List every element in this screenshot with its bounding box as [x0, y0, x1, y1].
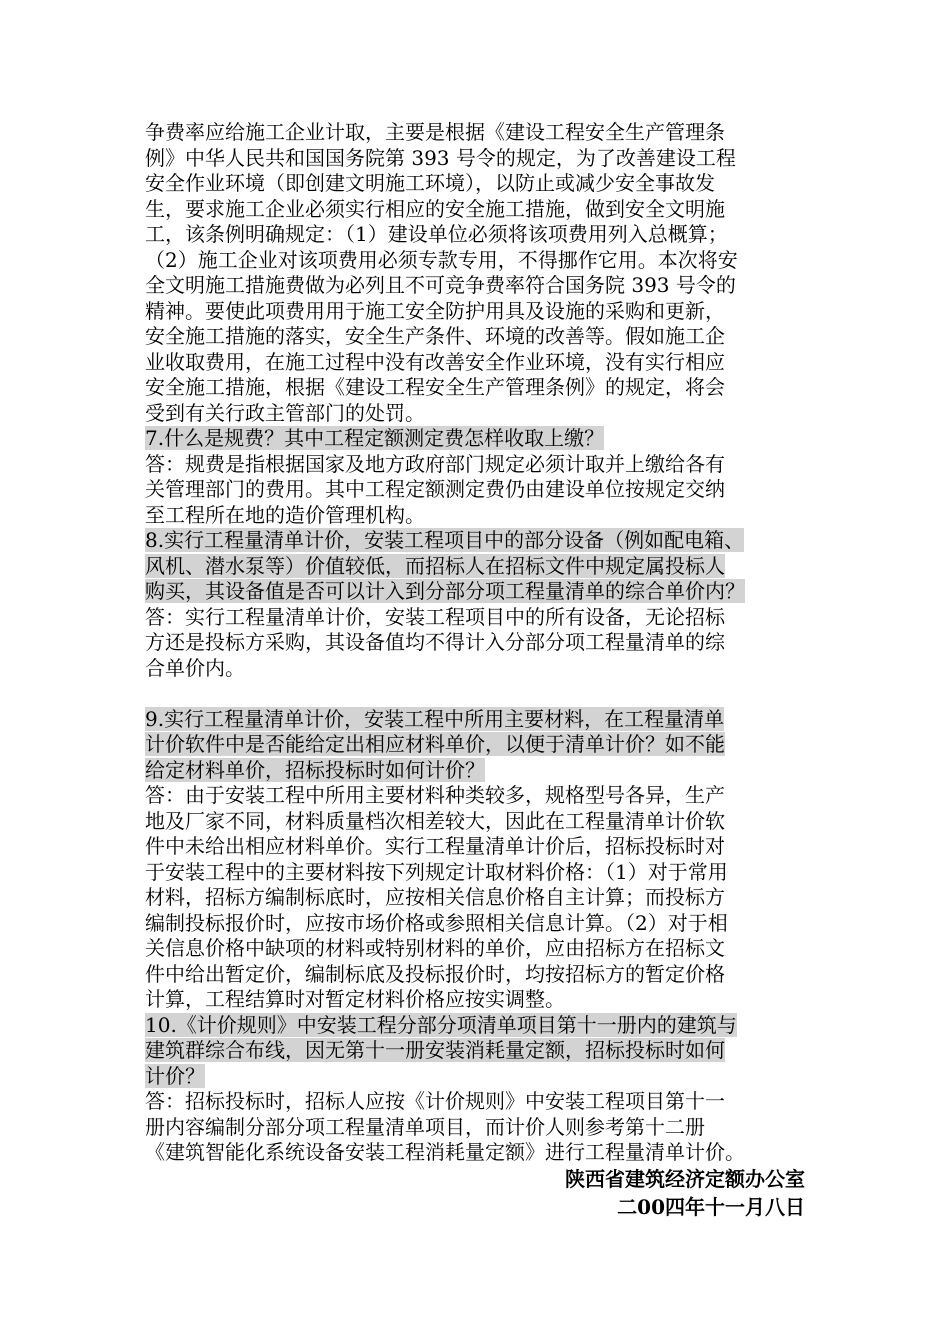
line-text: 答：招标投标时，招标人应按《计价规则》中安装工程项目第十一 [145, 1089, 725, 1113]
line-text: 7.什么是规费？其中工程定额测定费怎样收取上缴？ [145, 426, 605, 450]
line-text: 风机、潜水泵等）价值较低，而招标人在招标文件中规定属投标人 [145, 553, 725, 578]
line-text: 安全施工措施的落实，安全生产条件、环境的改善等。假如施工企 [145, 324, 725, 348]
answer-paragraph [145, 452, 815, 529]
line-text: 全文明施工措施费做为必列且不可竞争费率符合国务院 393 号令的 [145, 273, 736, 297]
text-line [145, 503, 815, 529]
line-text: 答：由于安装工程中所用主要材料种类较多，规格型号各异，生产 [145, 783, 725, 807]
line-text: 至工程所在地的造价管理机构。 [145, 502, 425, 527]
line-text: 安全作业环境（即创建文明施工环境），以防止或减少安全事故发 [145, 171, 715, 195]
question-paragraph [145, 1013, 815, 1090]
text-line [145, 528, 815, 554]
text-line [145, 911, 815, 937]
text-line [145, 860, 815, 886]
text-line [145, 732, 815, 758]
line-text: 答：规费是指根据国家及地方政府部门规定必须计取并上缴给各有 [145, 451, 725, 476]
line-text: 件中给出暂定价，编制标底及投标报价时，均按招标方的暂定价格 [145, 961, 725, 986]
text-line [145, 681, 815, 707]
line-text: 《建筑智能化系统设备安装工程消耗量定额》进行工程量清单计价。 [145, 1140, 745, 1164]
line-text: 建筑群综合布线，因无第十一册安装消耗量定额，招标投标时如何 [145, 1038, 725, 1062]
blank-line [145, 681, 815, 707]
text-line [145, 630, 815, 656]
signature-organization: 陕西省建筑经济定额办公室 [565, 1167, 805, 1191]
line-text: 于安装工程中的主要材料按下列规定计取材料价格：（1）对于常用 [145, 859, 728, 884]
text-line [145, 273, 815, 299]
text-line [145, 885, 815, 911]
line-text: 关信息价格中缺项的材料或特别材料的单价，应由招标方在招标文 [145, 936, 725, 960]
text-line [145, 605, 815, 631]
text-line [145, 579, 815, 605]
line-text: 方还是投标方采购，其设备值均不得计入分部分项工程量清单的综 [145, 630, 725, 654]
line-text: 例》中华人民共和国国务院第 393 号令的规定，为了改善建设工程 [145, 145, 736, 170]
text-line [145, 962, 815, 988]
line-text: 件中未给出相应材料单价。实行工程量清单计价后，招标投标时对 [145, 834, 725, 858]
text-line [145, 554, 815, 580]
answer-paragraph [145, 1089, 815, 1166]
line-text: 材料，招标方编制标底时，应按相关信息价格自主计算；而投标方 [145, 885, 725, 909]
text-line [145, 222, 815, 248]
question-paragraph [145, 528, 815, 605]
line-text: 精神。要使此项费用用于施工安全防护用具及设施的采购和更新， [145, 298, 725, 323]
text-line [145, 197, 815, 223]
signature-date: 二00四年十一月八日 [617, 1195, 805, 1219]
line-text: 册内容编制分部分项工程量清单项目，而计价人则参考第十二册 [145, 1114, 705, 1139]
text-line [145, 426, 815, 452]
text-line [145, 1115, 815, 1141]
text-line [145, 1089, 815, 1115]
line-text: 安全施工措施，根据《建设工程安全生产管理条例》的规定，将会 [145, 375, 725, 399]
line-text: 地及厂家不同，材料质量档次相差较大，因此在工程量清单计价软 [145, 808, 725, 833]
answer-paragraph [145, 605, 815, 682]
line-text: 9.实行工程量清单计价，安装工程中所用主要材料，在工程量清单 [145, 706, 725, 731]
text-line [145, 936, 815, 962]
line-text: 计价软件中是否能给定出相应材料单价，以便于清单计价？如不能 [145, 732, 725, 756]
text-line [145, 834, 815, 860]
text-line [145, 146, 815, 172]
line-text: 合单价内。 [145, 655, 245, 680]
line-text: 计算，工程结算时对暂定材料价格应按实调整。 [145, 987, 565, 1011]
line-text: 编制投标报价时，应按市场价格或参照相关信息计算。（2）对于相 [145, 910, 728, 935]
text-line [145, 987, 815, 1013]
line-text: 8.实行工程量清单计价，安装工程项目中的部分设备（例如配电箱、 [145, 528, 745, 552]
line-text: 计价？ [145, 1063, 205, 1088]
answer-paragraph [145, 783, 815, 1013]
text-line [145, 1038, 815, 1064]
line-text: 工，该条例明确规定：（1）建设单位必须将该项费用列入总概算； [145, 222, 728, 246]
text-line [145, 477, 815, 503]
text-line [145, 171, 815, 197]
text-line [145, 401, 815, 427]
text-line [145, 1013, 815, 1039]
text-line [145, 248, 815, 274]
text-line [145, 1140, 815, 1166]
text-line [145, 809, 815, 835]
text-line [145, 452, 815, 478]
text-line [145, 758, 815, 784]
question-paragraph [145, 426, 815, 452]
line-text: 给定材料单价，招标投标时如何计价？ [145, 757, 485, 782]
document-body [145, 120, 815, 1166]
line-text: 答：实行工程量清单计价，安装工程项目中的所有设备，无论招标 [145, 604, 725, 629]
text-line [145, 707, 815, 733]
text-line [145, 120, 815, 146]
text-line [145, 656, 815, 682]
text-line [145, 324, 815, 350]
text-line [145, 1064, 815, 1090]
text-line [145, 299, 815, 325]
text-line [145, 375, 815, 401]
line-text: 购买，其设备值是否可以计入到分部分项工程量清单的综合单价内？ [145, 579, 745, 603]
line-text: 争费率应给施工企业计取，主要是根据《建设工程安全生产管理条 [145, 120, 725, 144]
text-line [145, 350, 815, 376]
text-line [145, 783, 815, 809]
line-text: （2）施工企业对该项费用必须专款专用，不得挪作它用。本次将安 [145, 247, 738, 272]
line-text: 生，要求施工企业必须实行相应的安全施工措施，做到安全文明施 [145, 196, 725, 221]
line-text: 关管理部门的费用。其中工程定额测定费仍由建设单位按规定交纳 [145, 477, 725, 501]
line-text: 业收取费用，在施工过程中没有改善安全作业环境，没有实行相应 [145, 349, 725, 374]
line-text: 10.《计价规则》中安装工程分部分项清单项目第十一册内的建筑与 [145, 1012, 737, 1037]
line-text: 受到有关行政主管部门的处罚。 [145, 400, 425, 425]
answer-paragraph [145, 120, 815, 426]
question-paragraph [145, 707, 815, 784]
